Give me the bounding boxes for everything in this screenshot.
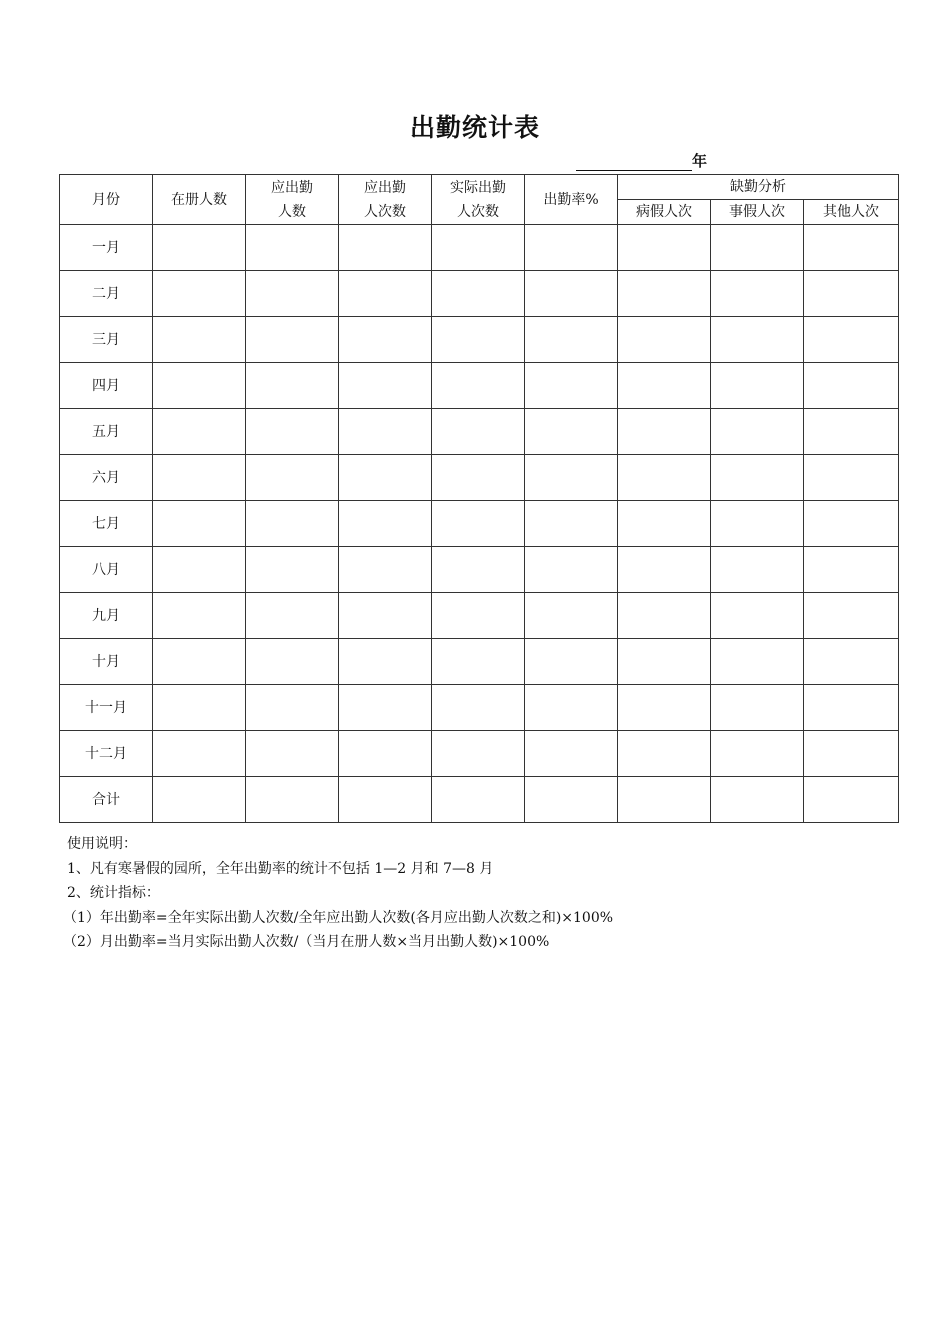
data-cell[interactable]: [246, 225, 339, 271]
month-label: 二月: [60, 271, 153, 317]
data-cell[interactable]: [618, 777, 711, 823]
data-cell[interactable]: [432, 225, 525, 271]
data-cell[interactable]: [525, 317, 618, 363]
notes-line-4: （2）月出勤率=当月实际出勤人次数/（当月在册人数×当月出勤人数)×100%: [63, 934, 550, 950]
data-cell[interactable]: [339, 777, 432, 823]
data-cell[interactable]: [246, 731, 339, 777]
attendance-table: [59, 174, 899, 823]
data-cell[interactable]: [711, 501, 804, 547]
table-row: [60, 731, 899, 777]
data-cell[interactable]: [432, 547, 525, 593]
data-cell[interactable]: [246, 317, 339, 363]
data-cell[interactable]: [339, 731, 432, 777]
data-cell[interactable]: [618, 409, 711, 455]
month-label: 十二月: [60, 731, 153, 777]
data-cell[interactable]: [618, 225, 711, 271]
data-cell[interactable]: [525, 547, 618, 593]
data-cell[interactable]: [804, 363, 899, 409]
data-cell[interactable]: [711, 363, 804, 409]
data-cell[interactable]: [339, 225, 432, 271]
data-cell[interactable]: [804, 455, 899, 501]
data-cell[interactable]: [339, 317, 432, 363]
data-cell[interactable]: [525, 409, 618, 455]
data-cell[interactable]: [804, 685, 899, 731]
data-cell[interactable]: [525, 501, 618, 547]
data-cell[interactable]: [618, 685, 711, 731]
year-field: [576, 150, 707, 171]
data-cell[interactable]: [525, 455, 618, 501]
data-cell[interactable]: [711, 455, 804, 501]
data-cell[interactable]: [804, 547, 899, 593]
notes-heading: 使用说明：: [67, 836, 137, 852]
data-cell[interactable]: [153, 409, 246, 455]
data-cell[interactable]: [804, 639, 899, 685]
data-cell[interactable]: [618, 271, 711, 317]
year-suffix: 年: [692, 152, 708, 170]
data-cell[interactable]: [525, 731, 618, 777]
header-absence-group: 缺勤分析: [618, 175, 899, 200]
table-row: [60, 317, 899, 363]
data-cell[interactable]: [432, 501, 525, 547]
data-cell[interactable]: [246, 639, 339, 685]
data-cell[interactable]: [246, 271, 339, 317]
data-cell[interactable]: [525, 363, 618, 409]
data-cell[interactable]: [711, 547, 804, 593]
data-cell[interactable]: [432, 271, 525, 317]
header-expected-times: 应出勤 人次数: [339, 175, 432, 225]
data-cell[interactable]: [804, 777, 899, 823]
data-cell[interactable]: [711, 271, 804, 317]
data-cell[interactable]: [153, 639, 246, 685]
data-cell[interactable]: [153, 777, 246, 823]
data-cell[interactable]: [525, 225, 618, 271]
data-cell[interactable]: [711, 777, 804, 823]
month-label: 合计: [60, 777, 153, 823]
data-cell[interactable]: [246, 777, 339, 823]
data-cell[interactable]: [711, 685, 804, 731]
header-actual: 实际出勤 人次数: [432, 175, 525, 225]
data-cell[interactable]: [804, 593, 899, 639]
table-row: [60, 225, 899, 271]
data-cell[interactable]: [525, 639, 618, 685]
data-cell[interactable]: [153, 455, 246, 501]
data-cell[interactable]: [153, 501, 246, 547]
data-cell[interactable]: [618, 455, 711, 501]
table-row: [60, 271, 899, 317]
data-cell[interactable]: [711, 225, 804, 271]
data-cell[interactable]: [339, 501, 432, 547]
data-cell[interactable]: [339, 409, 432, 455]
header-sick: 病假人次: [618, 200, 711, 225]
data-cell[interactable]: [432, 363, 525, 409]
notes-line-3: （1）年出勤率=全年实际出勤人次数/全年应出勤人次数(各月应出勤人次数之和)×100%: [63, 909, 614, 926]
month-label: 八月: [60, 547, 153, 593]
table-row: [60, 593, 899, 639]
header-month: 月份: [60, 175, 153, 225]
table-row: [60, 639, 899, 685]
header-enrolled: 在册人数: [153, 175, 246, 225]
data-cell[interactable]: [711, 317, 804, 363]
table-row: [60, 363, 899, 409]
notes-line-1: 1、凡有寒暑假的园所，全年出勤率的统计不包括 1—2 月和 7—8 月: [67, 860, 494, 877]
data-cell[interactable]: [153, 225, 246, 271]
data-cell[interactable]: [804, 317, 899, 363]
data-cell[interactable]: [153, 685, 246, 731]
data-cell[interactable]: [711, 731, 804, 777]
data-cell[interactable]: [153, 593, 246, 639]
month-label: 九月: [60, 593, 153, 639]
data-cell[interactable]: [432, 317, 525, 363]
data-cell[interactable]: [432, 777, 525, 823]
header-other: 其他人次: [804, 200, 899, 225]
data-cell[interactable]: [246, 455, 339, 501]
data-cell[interactable]: [432, 685, 525, 731]
data-cell[interactable]: [711, 593, 804, 639]
month-label: 四月: [60, 363, 153, 409]
data-cell[interactable]: [339, 685, 432, 731]
data-cell[interactable]: [246, 363, 339, 409]
data-cell[interactable]: [804, 501, 899, 547]
data-cell[interactable]: [432, 409, 525, 455]
data-cell[interactable]: [153, 547, 246, 593]
data-cell[interactable]: [525, 685, 618, 731]
data-cell[interactable]: [153, 317, 246, 363]
month-label: 七月: [60, 501, 153, 547]
usage-notes: [63, 832, 614, 955]
header-personal: 事假人次: [711, 200, 804, 225]
data-cell[interactable]: [246, 501, 339, 547]
data-cell[interactable]: [246, 685, 339, 731]
data-cell[interactable]: [618, 363, 711, 409]
data-cell[interactable]: [618, 317, 711, 363]
notes-line-2: 2、统计指标：: [67, 885, 160, 901]
data-cell[interactable]: [432, 455, 525, 501]
data-cell[interactable]: [153, 271, 246, 317]
month-label: 一月: [60, 225, 153, 271]
data-cell[interactable]: [618, 731, 711, 777]
data-cell[interactable]: [711, 639, 804, 685]
data-cell[interactable]: [339, 363, 432, 409]
data-cell[interactable]: [711, 409, 804, 455]
data-cell[interactable]: [339, 455, 432, 501]
data-cell[interactable]: [618, 639, 711, 685]
data-cell[interactable]: [525, 777, 618, 823]
data-cell[interactable]: [432, 639, 525, 685]
data-cell[interactable]: [246, 409, 339, 455]
header-expected: 应出勤 人数: [246, 175, 339, 225]
data-cell[interactable]: [339, 271, 432, 317]
data-cell[interactable]: [618, 547, 711, 593]
page-title: 出勤统计表: [409, 113, 540, 142]
header-rate: 出勤率%: [525, 175, 618, 225]
data-cell[interactable]: [246, 547, 339, 593]
data-cell[interactable]: [804, 271, 899, 317]
data-cell[interactable]: [246, 593, 339, 639]
data-cell[interactable]: [339, 593, 432, 639]
month-label: 六月: [60, 455, 153, 501]
month-label: 十一月: [60, 685, 153, 731]
month-label: 三月: [60, 317, 153, 363]
table-row: [60, 409, 899, 455]
data-cell[interactable]: [339, 639, 432, 685]
data-cell[interactable]: [153, 363, 246, 409]
data-cell[interactable]: [804, 225, 899, 271]
data-cell[interactable]: [804, 409, 899, 455]
data-cell[interactable]: [618, 501, 711, 547]
data-cell[interactable]: [432, 731, 525, 777]
table-row: [60, 685, 899, 731]
table-row: [60, 547, 899, 593]
table-row: [60, 777, 899, 823]
data-cell[interactable]: [618, 593, 711, 639]
data-cell[interactable]: [432, 593, 525, 639]
data-cell[interactable]: [525, 593, 618, 639]
table-row: [60, 455, 899, 501]
table-row: [60, 501, 899, 547]
data-cell[interactable]: [804, 731, 899, 777]
data-cell[interactable]: [525, 271, 618, 317]
month-label: 五月: [60, 409, 153, 455]
header-row: [60, 175, 899, 200]
year-blank-line[interactable]: [576, 154, 692, 171]
data-cell[interactable]: [339, 547, 432, 593]
month-label: 十月: [60, 639, 153, 685]
data-cell[interactable]: [153, 731, 246, 777]
